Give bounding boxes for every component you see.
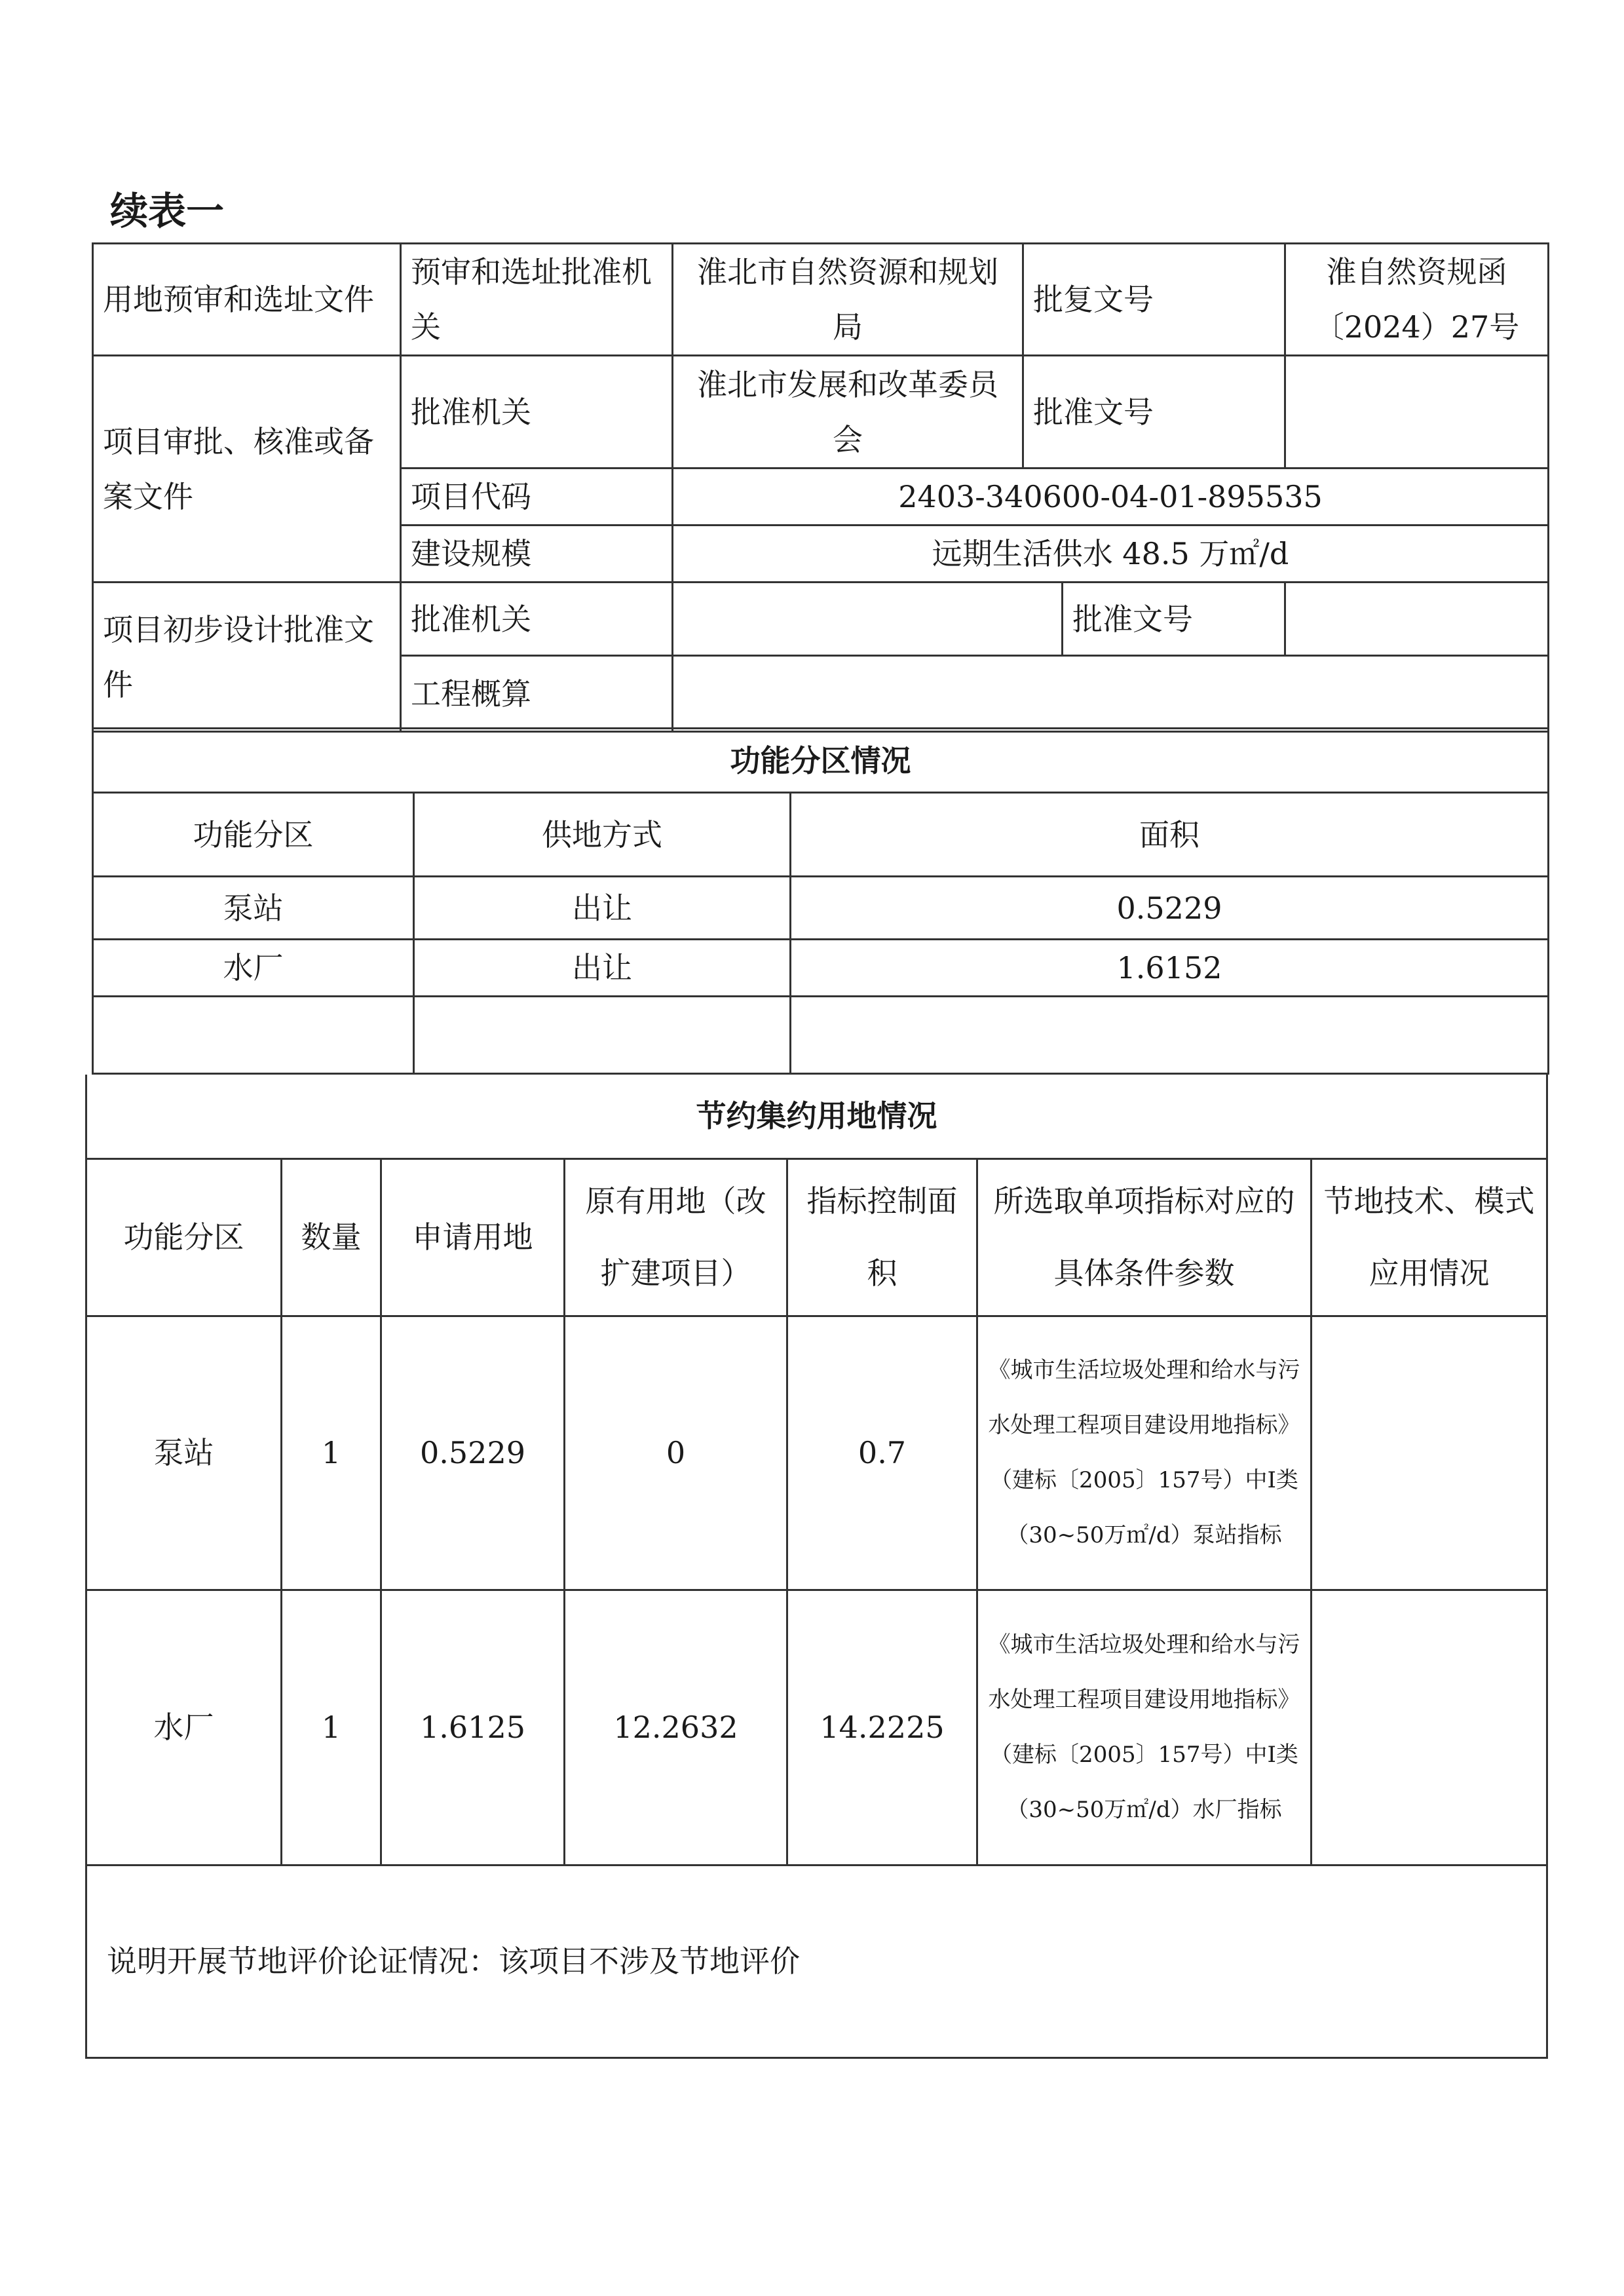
design-doc-no (1285, 583, 1549, 656)
table-row (93, 997, 1549, 1074)
site-file-label: 用地预审和选址文件 (93, 244, 401, 356)
row-existing: 0 (565, 1316, 787, 1590)
table-row (93, 877, 1549, 940)
intensive-land-table (85, 1075, 1548, 2059)
project-doc-label: 批准文号 (1023, 356, 1285, 469)
row-qty: 1 (282, 1590, 381, 1865)
zone-area: 1.6152 (791, 940, 1549, 997)
project-authority: 淮北市发展和改革委员会 (673, 356, 1023, 469)
project-scale-label: 建设规模 (401, 526, 673, 583)
row-control-area: 0.7 (787, 1316, 977, 1590)
site-doc-label: 批复文号 (1023, 244, 1285, 356)
row-applied: 0.5229 (381, 1316, 565, 1590)
design-budget (673, 656, 1549, 732)
approval-table (92, 242, 1549, 733)
zone-name (93, 997, 414, 1074)
site-doc-no: 淮自然资规函〔2024）27号 (1285, 244, 1549, 356)
zones-header: 功能分区 (93, 793, 414, 877)
project-file-label: 项目审批、核准或备案文件 (93, 356, 401, 583)
design-budget-label: 工程概算 (401, 656, 673, 732)
intensive-header: 所选取单项指标对应的具体条件参数 (977, 1158, 1312, 1316)
table-row (93, 940, 1549, 997)
row-qty: 1 (282, 1316, 381, 1590)
intensive-header: 指标控制面积 (787, 1158, 977, 1316)
zones-title: 功能分区情况 (93, 729, 1549, 793)
intensive-header: 数量 (282, 1158, 381, 1316)
design-doc-label: 批准文号 (1063, 583, 1285, 656)
intensive-header: 原有用地（改扩建项目） (565, 1158, 787, 1316)
row-zone: 泵站 (86, 1316, 282, 1590)
design-authority (673, 583, 1063, 656)
row-criteria: 《城市生活垃圾处理和给水与污水处理工程项目建设用地指标》（建标〔2005〕157号）中Ⅰ类（30~50万㎡/d）泵站指标 (977, 1316, 1312, 1590)
site-authority: 淮北市自然资源和规划局 (673, 244, 1023, 356)
zone-supply (414, 997, 791, 1074)
evaluation-note: 说明开展节地评价论证情况：该项目不涉及节地评价 (86, 1865, 1547, 2057)
project-code-label: 项目代码 (401, 469, 673, 526)
intensive-header: 功能分区 (86, 1158, 282, 1316)
row-criteria: 《城市生活垃圾处理和给水与污水处理工程项目建设用地指标》（建标〔2005〕157号）中Ⅰ类（30~50万㎡/d）水厂指标 (977, 1590, 1312, 1865)
zones-header: 供地方式 (414, 793, 791, 877)
row-applied: 1.6125 (381, 1590, 565, 1865)
design-authority-label: 批准机关 (401, 583, 673, 656)
intensive-header: 节地技术、模式应用情况 (1312, 1158, 1547, 1316)
project-authority-label: 批准机关 (401, 356, 673, 469)
design-file-label: 项目初步设计批准文件 (93, 583, 401, 732)
intensive-title: 节约集约用地情况 (86, 1075, 1547, 1158)
table-row (86, 1590, 1547, 1865)
project-doc-no (1285, 356, 1549, 469)
zones-table (92, 727, 1549, 1075)
row-control-area: 14.2225 (787, 1590, 977, 1865)
table-heading: 续表一 (110, 189, 225, 233)
intensive-header: 申请用地 (381, 1158, 565, 1316)
site-authority-label: 预审和选址批准机关 (401, 244, 673, 356)
zone-supply: 出让 (414, 940, 791, 997)
zone-name: 水厂 (93, 940, 414, 997)
project-scale: 远期生活供水 48.5 万㎡/d (673, 526, 1549, 583)
table-row (86, 1316, 1547, 1590)
row-technique (1312, 1590, 1547, 1865)
row-zone: 水厂 (86, 1590, 282, 1865)
zones-header: 面积 (791, 793, 1549, 877)
zone-name: 泵站 (93, 877, 414, 940)
row-technique (1312, 1316, 1547, 1590)
zone-area: 0.5229 (791, 877, 1549, 940)
row-existing: 12.2632 (565, 1590, 787, 1865)
zone-area (791, 997, 1549, 1074)
project-code: 2403-340600-04-01-895535 (673, 469, 1549, 526)
zone-supply: 出让 (414, 877, 791, 940)
